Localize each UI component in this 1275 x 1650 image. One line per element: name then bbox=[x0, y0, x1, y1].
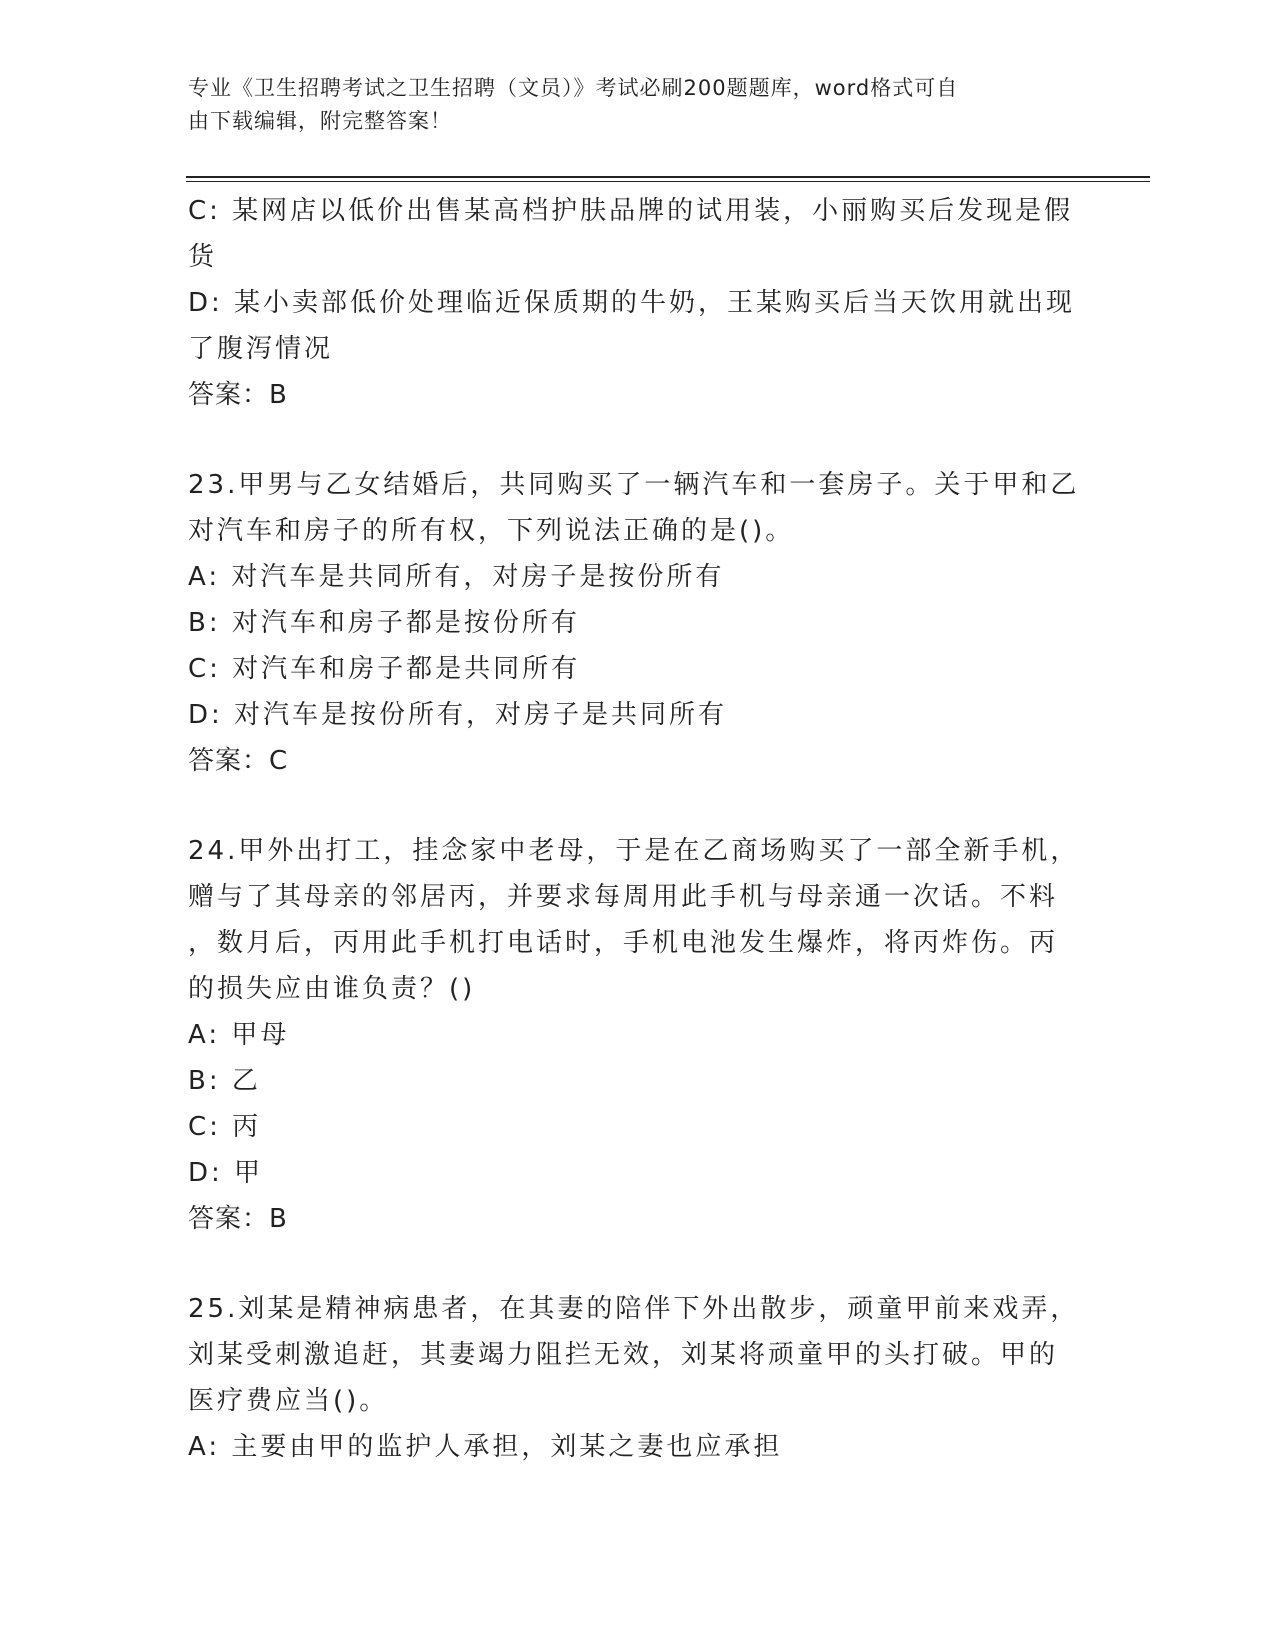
option-a: A: 主要由甲的监护人承担，刘某之妻也应承担 bbox=[188, 1432, 783, 1462]
question-stem-line-3: ，数月后，丙用此手机打电话时，手机电池发生爆炸，将丙炸伤。丙 bbox=[188, 928, 1059, 958]
option-a: A: 甲母 bbox=[188, 1020, 290, 1050]
question-list bbox=[188, 188, 1080, 1470]
option-c-line-1: C: 某网店以低价出售某高档护肤品牌的试用装，小丽购买后发现是假 bbox=[188, 196, 1074, 226]
option-c: C: 对汽车和房子都是共同所有 bbox=[188, 654, 581, 684]
document-header bbox=[188, 72, 1068, 138]
option-d-line-2: 了腹泻情况 bbox=[188, 334, 334, 364]
question-stem-line-2: 对汽车和房子的所有权，下列说法正确的是()。 bbox=[188, 516, 795, 546]
answer-line: 答案：B bbox=[188, 380, 288, 410]
question-block-25 bbox=[188, 1286, 1080, 1470]
question-stem-line-3: 医疗费应当()。 bbox=[188, 1386, 389, 1416]
option-b: B: 对汽车和房子都是按份所有 bbox=[188, 608, 580, 638]
header-line-1: 专业《卫生招聘考试之卫生招聘（文员）》考试必刷200题题库，word格式可自 bbox=[188, 76, 959, 100]
option-d-line-1: D: 某小卖部低价处理临近保质期的牛奶，王某购买后当天饮用就出现 bbox=[188, 288, 1076, 318]
question-stem-line-2: 刘某受刺激追赶，其妻竭力阻拦无效，刘某将顽童甲的头打破。甲的 bbox=[188, 1340, 1059, 1370]
option-b: B: 乙 bbox=[188, 1066, 261, 1096]
header-divider-thick bbox=[186, 176, 1150, 178]
question-block-23 bbox=[188, 462, 1080, 784]
answer-line: 答案：B bbox=[188, 1204, 288, 1234]
option-d: D: 对汽车是按份所有，对房子是共同所有 bbox=[188, 700, 728, 730]
answer-line: 答案：C bbox=[188, 746, 289, 776]
question-stem-line-1: 24.甲外出打工，挂念家中老母，于是在乙商场购买了一部全新手机， bbox=[188, 836, 1080, 866]
header-line-2: 由下载编辑，附完整答案！ bbox=[188, 109, 452, 133]
question-block-24 bbox=[188, 828, 1080, 1242]
option-c: C: 丙 bbox=[188, 1112, 262, 1142]
option-a: A: 对汽车是共同所有，对房子是按份所有 bbox=[188, 562, 725, 592]
option-c-line-2: 货 bbox=[188, 242, 218, 272]
option-d: D: 甲 bbox=[188, 1158, 264, 1188]
question-stem-line-4: 的损失应由谁负责？() bbox=[188, 974, 476, 1004]
question-stem-line-1: 23.甲男与乙女结婚后，共同购买了一辆汽车和一套房子。关于甲和乙 bbox=[188, 470, 1080, 500]
question-block-partial bbox=[188, 188, 1076, 418]
question-stem-line-2: 赠与了其母亲的邻居丙，并要求每周用此手机与母亲通一次话。不料 bbox=[188, 882, 1059, 912]
header-divider-thin bbox=[186, 181, 1150, 182]
question-stem-line-1: 25.刘某是精神病患者，在其妻的陪伴下外出散步，顽童甲前来戏弄， bbox=[188, 1294, 1080, 1324]
